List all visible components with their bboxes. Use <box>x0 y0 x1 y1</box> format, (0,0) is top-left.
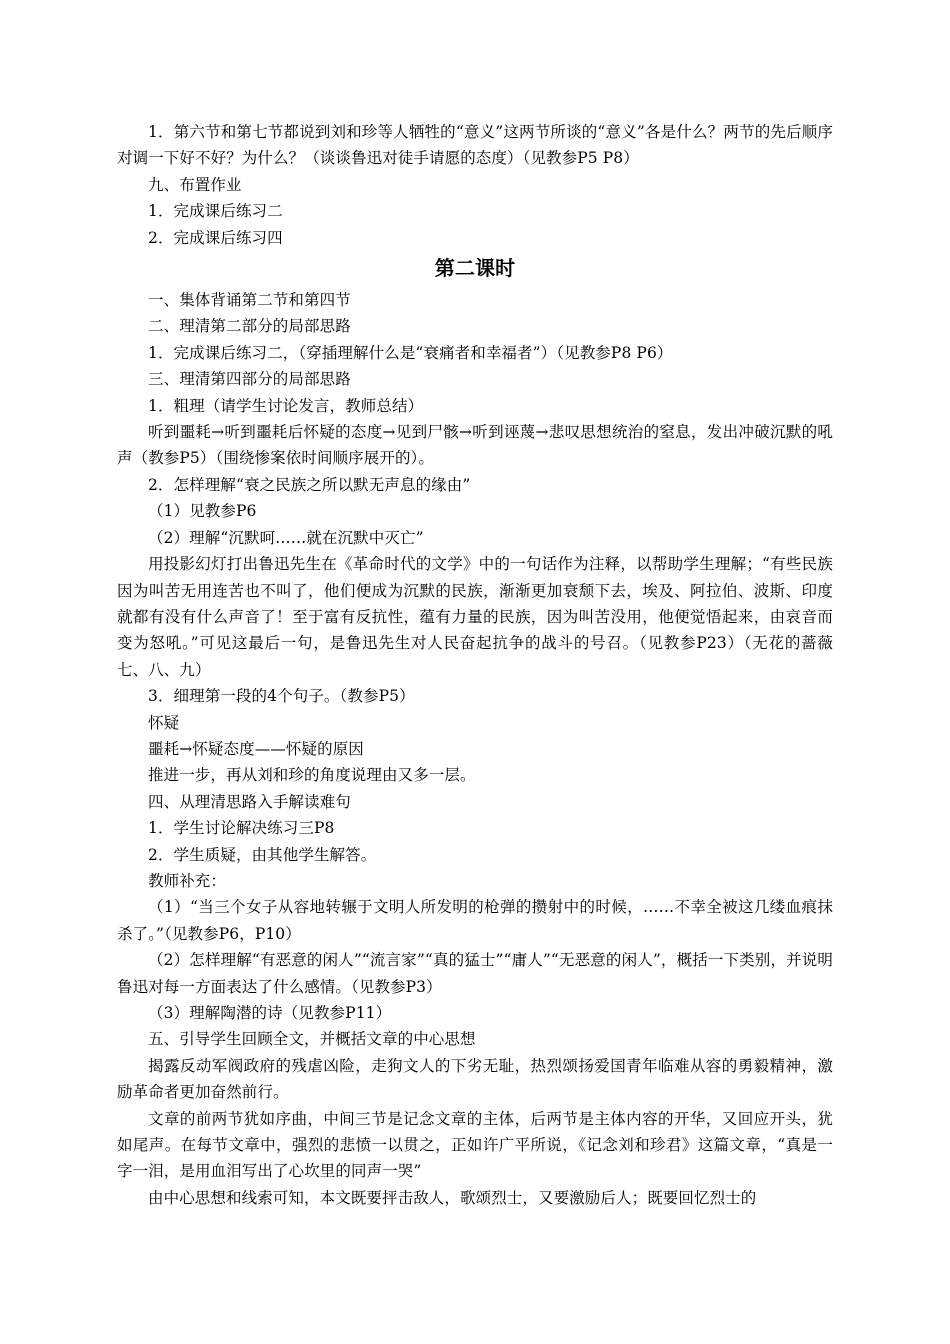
paragraph: 怀疑 <box>148 713 180 732</box>
paragraph: 一、集体背诵第二节和第四节 <box>148 291 351 310</box>
paragraph: （1）“当三个女子从容地转辗于文明人所发明的枪弹的攒射中的时候，……不幸全被这几缕血痕抹杀了。”（见教参P6，P10） <box>117 898 833 943</box>
paragraph: 1．粗理（请学生讨论发言，教师总结） <box>148 396 424 415</box>
paragraph: 1．完成课后练习二 <box>148 202 283 221</box>
paragraph: （3）理解陶潜的诗（见教参P11） <box>148 1004 392 1022</box>
paragraph: 1．第六节和第七节都说到刘和珍等人牺牲的“意义”这两节所谈的“意义”各是什么？两节的先后顺序对调一下好不好？为什么？（谈谈鲁迅对徒手请愿的态度）（见教参P5 P8） <box>117 123 833 168</box>
paragraph: 听到噩耗→听到噩耗后怀疑的态度→见到尸骸→听到诬蔑→悲叹思想统治的窒息，发出冲破沉默的吼声（教参P5）（围绕惨案依时间顺序展开的）。 <box>117 423 833 468</box>
paragraph: 2．学生质疑，由其他学生解答。 <box>148 845 377 864</box>
paragraph: 二、理清第二部分的局部思路 <box>148 317 351 336</box>
paragraph: （2）理解“沉默呵……就在沉默中灭亡” <box>148 528 424 547</box>
paragraph: （2）怎样理解“有恶意的闲人”“流言家”“真的猛士”“庸人”“无恶意的闲人”，概括一下类别，并说明鲁迅对每一方面表达了什么感情。（见教参P3） <box>117 951 833 996</box>
paragraph: 3．细理第一段的4个句子。（教参P5） <box>148 687 415 706</box>
paragraph: 三、理清第四部分的局部思路 <box>148 370 351 389</box>
section-title: 第二课时 <box>434 256 516 281</box>
paragraph: 1．学生讨论解决练习三P8 <box>148 819 335 838</box>
paragraph: 揭露反动军阀政府的残虐凶险，走狗文人的下劣无耻，热烈颂扬爱国青年临难从容的勇毅精神，激励革命者更加奋然前行。 <box>117 1056 833 1102</box>
paragraph: 1．完成课后练习二，（穿插理解什么是“衰痛者和幸福者”）（见教参P8 P6） <box>148 343 673 362</box>
paragraph: 五、引导学生回顾全文，并概括文章的中心思想 <box>148 1030 476 1049</box>
paragraph: 教师补充： <box>148 871 227 890</box>
paragraph: （1）见教参P6 <box>148 502 257 521</box>
paragraph: 推进一步，再从刘和珍的角度说理由又多一层。 <box>148 766 476 785</box>
paragraph: 九、布置作业 <box>148 175 242 194</box>
paragraph: 2．怎样理解“衰之民族之所以默无声息的缘由” <box>148 475 471 494</box>
paragraph: 文章的前两节犹如序曲，中间三节是记念文章的主体，后两节是主体内容的开华，又回应开头，犹如尾声。在每节文章中，强烈的悲愤一以贯之，正如许广平所说，《记念刘和珍君》这篇文章，“真是一字一泪，是用血泪写出了心坎里的同声一哭” <box>117 1109 833 1181</box>
document-body <box>117 119 833 1211</box>
paragraph: 四、从理清思路入手解读难句 <box>148 792 351 811</box>
paragraph: 由中心思想和线索可知，本文既要抨击敌人，歌颂烈士，又要激励后人；既要回忆烈士的 <box>148 1188 757 1207</box>
paragraph: 噩耗→怀疑态度——怀疑的原因 <box>148 739 364 758</box>
paragraph: 2．完成课后练习四 <box>148 228 283 247</box>
paragraph: 用投影幻灯打出鲁迅先生在《革命时代的文学》中的一句话作为注释，以帮助学生理解；“有些民族因为叫苦无用连苦也不叫了，他们便成为沉默的民族，渐渐更加衰颓下去，埃及、阿拉伯、波斯、印度就都有没有什么声音了！至于富有反抗性，蕴有力量的民族，因为叫苦没用，他便觉悟起来，由哀音而变为怒吼。”可见这最后一句，是鲁迅先生对人民奋起抗争的战斗的号召。（见教参P23）（无花的蔷薇七、八、九） <box>117 555 833 679</box>
